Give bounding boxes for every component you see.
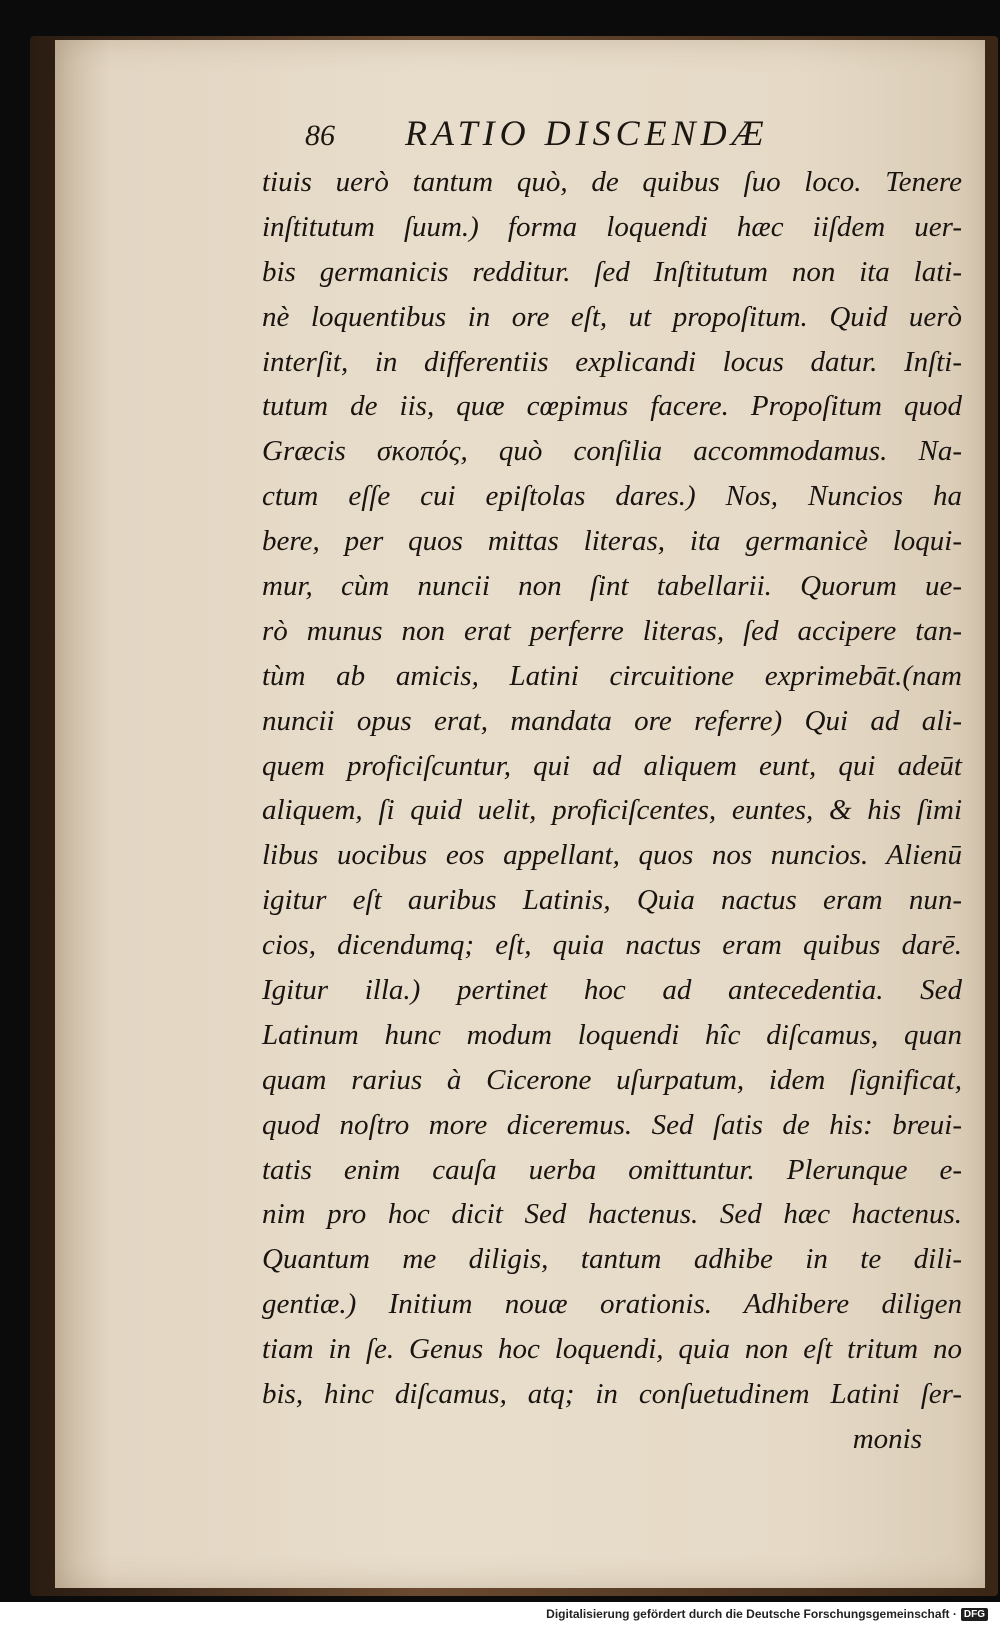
text-line: gentiæ.) Initium nouæ orationis. Adhibere diligen bbox=[262, 1288, 962, 1321]
text-line: ctum eſſe cui epiſtolas dares.) Nos, Nuncios ha bbox=[262, 480, 962, 513]
text-line: libus uocibus eos appellant, quos nos nuncios. Alienū bbox=[262, 839, 962, 872]
text-line: quam rarius à Cicerone uſurpatum, idem ſignificat, bbox=[262, 1063, 962, 1096]
text-line: Latinum hunc modum loquendi hîc diſcamus, quan bbox=[262, 1018, 962, 1051]
text-line: bere, per quos mittas literas, ita germanicè loqui- bbox=[262, 525, 962, 558]
text-line: tiam in ſe. Genus hoc loquendi, quia non eſt tritum no bbox=[262, 1333, 962, 1366]
funding-notice: Digitalisierung gefördert durch die Deutsche Forschungsgemeinschaft · bbox=[546, 1607, 957, 1621]
text-line: quem proficiſcuntur, qui ad aliquem eunt, qui adeūt bbox=[262, 749, 962, 782]
text-line: rò munus non erat perferre literas, ſed accipere tan- bbox=[262, 614, 962, 647]
text-line: igitur eſt auribus Latinis, Quia nactus eram nun- bbox=[262, 884, 962, 917]
text-line: bis germanicis redditur. ſed Inſtitutum non ita lati- bbox=[262, 255, 962, 288]
text-line: cios, dicendumq; eſt, quia nactus eram quibus darē. bbox=[262, 929, 962, 962]
text-line: Græcis σκοπός, quò conſilia accommodamus. Na- bbox=[262, 435, 962, 468]
catchword: monis bbox=[852, 1422, 922, 1455]
text-line: bis, hinc diſcamus, atq; in conſuetudinem Latini ſer- bbox=[262, 1378, 962, 1411]
text-line: Quantum me diligis, tantum adhibe in te dili- bbox=[262, 1243, 962, 1276]
text-line: interſit, in differentiis explicandi locus datur. Inſti- bbox=[262, 345, 962, 378]
text-line: Igitur illa.) pertinet hoc ad antecedentia. Sed bbox=[262, 974, 962, 1007]
text-line: mur, cùm nuncii non ſint tabellarii. Quorum ue- bbox=[262, 570, 962, 603]
body-text bbox=[262, 160, 962, 1462]
page-number: 86 bbox=[305, 119, 335, 152]
text-line: aliquem, ſi quid uelit, proficiſcentes, euntes, & his ſimi bbox=[262, 794, 962, 827]
footer bbox=[0, 1602, 1000, 1626]
text-line: tutum de iis, quæ cœpimus facere. Propoſitum quod bbox=[262, 390, 962, 423]
text-line: quod noſtro more diceremus. Sed ſatis de his: breui- bbox=[262, 1108, 962, 1141]
text-line: inſtitutum ſuum.) forma loquendi hæc iiſdem uer- bbox=[262, 210, 962, 243]
page-header bbox=[305, 112, 955, 162]
dfg-logo: DFG bbox=[961, 1608, 988, 1621]
text-line: nè loquentibus in ore eſt, ut propoſitum. Quid uerò bbox=[262, 300, 962, 333]
text-line: nim pro hoc dicit Sed hactenus. Sed hæc hactenus. bbox=[262, 1198, 962, 1231]
text-line: tiuis uerò tantum quò, de quibus ſuo loco. Tenere bbox=[262, 166, 962, 198]
running-title: RATIO DISCENDÆ bbox=[405, 113, 769, 153]
text-line: tùm ab amicis, Latini circuitione exprimebāt.(nam bbox=[262, 659, 962, 692]
text-line: tatis enim cauſa uerba omittuntur. Plerunque e- bbox=[262, 1153, 962, 1186]
text-line: nuncii opus erat, mandata ore referre) Qui ad ali- bbox=[262, 704, 962, 737]
